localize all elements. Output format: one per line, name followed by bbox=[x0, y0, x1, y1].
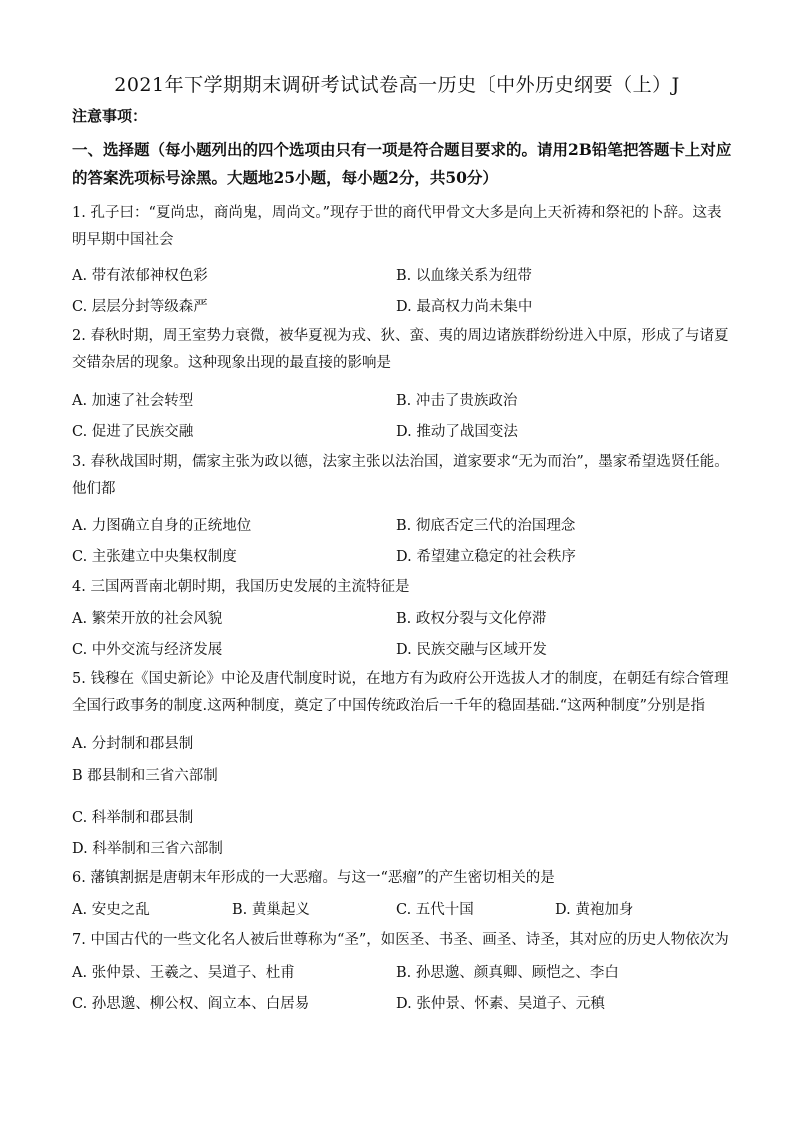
question-7-stem: 7. 中国古代的一些文化名人被后世尊称为“圣”，如医圣、书圣、画圣、诗圣，其对应的历史人物依次为 bbox=[72, 932, 729, 948]
question-1-option-b: B. 以血缘关系为纽带 bbox=[396, 268, 532, 284]
question-2-option-b: B. 冲击了贵族政治 bbox=[396, 393, 518, 409]
question-6-option-a: A. 安史之乱 bbox=[72, 902, 150, 918]
question-4-stem: 4. 三国两晋南北朝时期，我国历史发展的主流特征是 bbox=[72, 579, 410, 595]
question-2-option-a: A. 加速了社会转型 bbox=[72, 393, 194, 409]
question-4-option-c: C. 中外交流与经济发展 bbox=[72, 642, 223, 658]
question-6-option-d: D. 黄袍加身 bbox=[555, 902, 634, 918]
question-3-option-b: B. 彻底否定三代的治国理念 bbox=[396, 518, 576, 534]
question-2-stem: 2. 春秋时期，周王室势力衰微，被华夏视为戎、狄、蛮、夷的周边诸族群纷纷进入中原，形成了与诸夏交错杂居的现象。这种现象出现的最直接的影响是 bbox=[72, 328, 729, 371]
question-6-option-c: C. 五代十国 bbox=[396, 902, 474, 918]
question-3-stem: 3. 春秋战国时期，儒家主张为政以德，法家主张以法治国，道家要求“无为而治”，墨家希望选贤任能。他们都 bbox=[72, 454, 729, 497]
question-4-option-a: A. 繁荣开放的社会风貌 bbox=[72, 611, 223, 627]
question-1-option-d: D. 最高权力尚未集中 bbox=[396, 299, 533, 315]
question-7-option-b: B. 孙思邈、颜真卿、顾恺之、李白 bbox=[396, 965, 619, 981]
section-heading: 一、选择题（每小题列出的四个选项由只有一项是符合题目要求的。请用2B铅笔把答题卡上对应的答案洗项标号涂黑。大题地25小题，每小题2分，共50分） bbox=[72, 140, 732, 187]
question-7-option-c: C. 孙思邈、柳公权、阎立本、白居易 bbox=[72, 996, 310, 1012]
question-1-option-c: C. 层层分封等级森严 bbox=[72, 299, 208, 315]
question-3-option-a: A. 力图确立自身的正统地位 bbox=[72, 518, 252, 534]
question-6-stem: 6. 藩镇割据是唐朝末年形成的一大恶瘤。与这一“恶瘤”的产生密切相关的是 bbox=[72, 870, 555, 886]
question-1-option-a: A. 带有浓郁神权色彩 bbox=[72, 268, 208, 284]
question-4-option-d: D. 民族交融与区域开发 bbox=[396, 642, 547, 658]
question-7-option-d: D. 张仲景、怀素、吴道子、元稹 bbox=[396, 996, 605, 1012]
question-5-stem: 5. 钱穆在《国史新论》中论及唐代制度时说，在地方有为政府公开选拔人才的制度，在朝廷有综合管理全国行政事务的制度.这两种制度，奠定了中国传统政治后一千年的稳固基础.“这两种制度”分别是指 bbox=[72, 671, 729, 714]
question-7-option-a: A. 张仲景、王羲之、吴道子、杜甫 bbox=[72, 965, 295, 981]
question-4-option-b: B. 政权分裂与文化停滞 bbox=[396, 611, 547, 627]
question-5-option-d: D. 科举制和三省六部制 bbox=[72, 841, 223, 857]
question-5-option-c: C. 科举制和郡县制 bbox=[72, 810, 194, 826]
question-3-option-d: D. 希望建立稳定的社会秩序 bbox=[396, 549, 576, 565]
question-2-option-c: C. 促进了民族交融 bbox=[72, 424, 194, 440]
question-5-option-a: A. 分封制和郡县制 bbox=[72, 736, 194, 752]
page-title: 2021年下学期期末调研考试试卷高一历史〔中外历史纲要（上）J bbox=[114, 74, 680, 96]
question-6-option-b: B. 黄巢起义 bbox=[232, 902, 310, 918]
notice-heading: 注意事项： bbox=[72, 107, 148, 125]
question-3-option-c: C. 主张建立中央集权制度 bbox=[72, 549, 237, 565]
question-2-option-d: D. 推动了战国变法 bbox=[396, 424, 518, 440]
question-5-option-b: B 郡县制和三省六部制 bbox=[72, 768, 218, 784]
question-1-stem: 1. 孔子曰：“夏尚忠，商尚鬼，周尚文。”现存于世的商代甲骨文大多是向上天祈祷和祭祀的卜辞。这表明早期中国社会 bbox=[72, 205, 722, 248]
